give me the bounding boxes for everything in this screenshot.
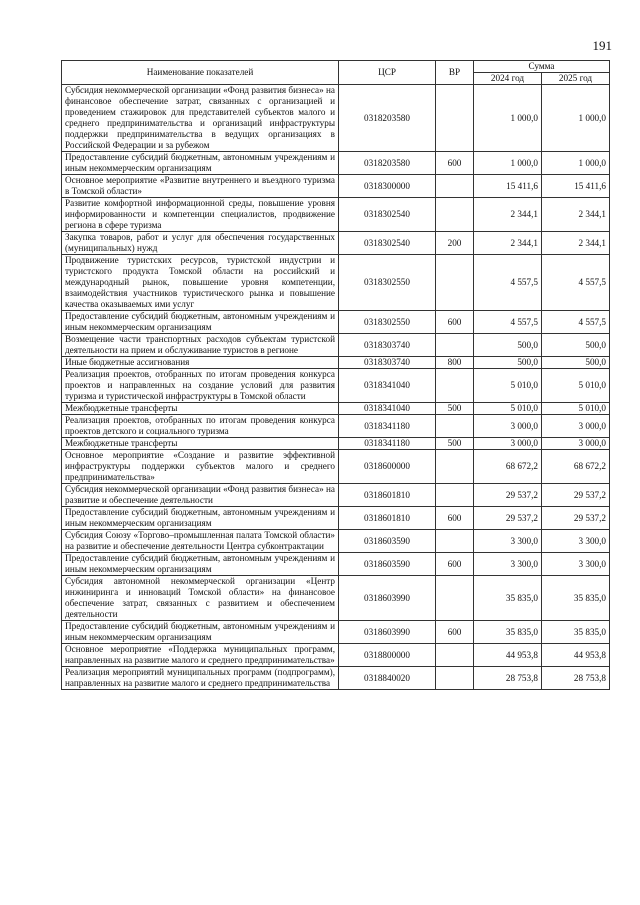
row-name: Основное мероприятие «Создание и развитие эффективной инфраструктуры поддержки субъектов малого и среднего предпринимательства» — [62, 450, 339, 484]
header-year-2024: 2024 год — [474, 73, 542, 85]
row-vr — [436, 369, 474, 403]
row-name: Межбюджетные трансферты — [62, 438, 339, 450]
row-amount-2024: 3 000,0 — [474, 438, 542, 450]
row-name: Иные бюджетные ассигнования — [62, 357, 339, 369]
row-amount-2024: 500,0 — [474, 334, 542, 357]
row-csr: 0318303740 — [339, 334, 436, 357]
row-amount-2025: 35 835,0 — [542, 576, 610, 621]
row-name: Развитие комфортной информационной среды, повышение уровня информированности и компетенции специалистов, продвижение региона в сфере туризма — [62, 198, 339, 232]
row-vr — [436, 576, 474, 621]
page-number: 191 — [592, 38, 612, 53]
table-row — [62, 667, 610, 690]
table-row — [62, 415, 610, 438]
row-amount-2024: 29 537,2 — [474, 484, 542, 507]
row-csr: 0318302550 — [339, 311, 436, 334]
row-amount-2025: 68 672,2 — [542, 450, 610, 484]
row-name: Субсидия некоммерческой организации «Фонд развития бизнеса» на развитие и обеспечение деятельности — [62, 484, 339, 507]
row-csr: 0318302540 — [339, 198, 436, 232]
row-amount-2025: 3 300,0 — [542, 553, 610, 576]
row-amount-2025: 29 537,2 — [542, 484, 610, 507]
row-csr: 0318603590 — [339, 553, 436, 576]
row-vr — [436, 667, 474, 690]
row-csr: 0318603990 — [339, 621, 436, 644]
table-row — [62, 553, 610, 576]
row-vr — [436, 484, 474, 507]
row-csr: 0318603590 — [339, 530, 436, 553]
row-name: Предоставление субсидий бюджетным, автономным учреждениям и иным некоммерческим организациям — [62, 621, 339, 644]
row-amount-2025: 1 000,0 — [542, 85, 610, 152]
row-vr: 600 — [436, 507, 474, 530]
row-vr: 600 — [436, 553, 474, 576]
row-vr — [436, 85, 474, 152]
table-row — [62, 530, 610, 553]
row-name: Предоставление субсидий бюджетным, автономным учреждениям и иным некоммерческим организациям — [62, 311, 339, 334]
row-amount-2025: 5 010,0 — [542, 369, 610, 403]
header-sum: Сумма — [474, 61, 610, 73]
row-csr: 0318800000 — [339, 644, 436, 667]
row-csr: 0318203580 — [339, 85, 436, 152]
table-body — [62, 85, 610, 690]
table-row — [62, 198, 610, 232]
table-row — [62, 576, 610, 621]
row-amount-2025: 3 300,0 — [542, 530, 610, 553]
row-amount-2024: 28 753,8 — [474, 667, 542, 690]
row-name: Предоставление субсидий бюджетным, автономным учреждениям и иным некоммерческим организациям — [62, 553, 339, 576]
row-csr: 0318300000 — [339, 175, 436, 198]
table-row — [62, 255, 610, 311]
table-row — [62, 232, 610, 255]
row-csr: 0318341180 — [339, 438, 436, 450]
row-csr: 0318341180 — [339, 415, 436, 438]
row-vr: 800 — [436, 357, 474, 369]
table-row — [62, 334, 610, 357]
row-name: Возмещение части транспортных расходов субъектам туристской деятельности на прием и обслуживание туристов в регионе — [62, 334, 339, 357]
row-vr: 600 — [436, 621, 474, 644]
row-amount-2025: 3 000,0 — [542, 438, 610, 450]
table-row — [62, 152, 610, 175]
row-amount-2024: 44 953,8 — [474, 644, 542, 667]
table-row — [62, 369, 610, 403]
header-vr: ВР — [436, 61, 474, 85]
table-row — [62, 621, 610, 644]
row-amount-2024: 1 000,0 — [474, 152, 542, 175]
table-row — [62, 438, 610, 450]
row-vr — [436, 450, 474, 484]
row-amount-2024: 3 300,0 — [474, 530, 542, 553]
row-amount-2025: 35 835,0 — [542, 621, 610, 644]
row-name: Реализация проектов, отобранных по итогам проведения конкурса проектов и направленных на создание условий для развития туризма и туристической инфраструктуры в Томской области — [62, 369, 339, 403]
row-name: Межбюджетные трансферты — [62, 403, 339, 415]
table-row — [62, 450, 610, 484]
row-name: Предоставление субсидий бюджетным, автономным учреждениям и иным некоммерческим организациям — [62, 152, 339, 175]
row-name: Закупка товаров, работ и услуг для обеспечения государственных (муниципальных) нужд — [62, 232, 339, 255]
row-vr: 200 — [436, 232, 474, 255]
row-amount-2024: 1 000,0 — [474, 85, 542, 152]
row-amount-2024: 4 557,5 — [474, 311, 542, 334]
row-vr — [436, 530, 474, 553]
row-name: Субсидия автономной некоммерческой организации «Центр инжиниринга и инноваций Томской области» на финансовое обеспечение затрат, связанных с развитием и обеспечением деятельности — [62, 576, 339, 621]
row-csr: 0318203580 — [339, 152, 436, 175]
row-amount-2025: 15 411,6 — [542, 175, 610, 198]
row-name: Реализация проектов, отобранных по итогам проведения конкурса проектов детского и социального туризма — [62, 415, 339, 438]
row-vr: 500 — [436, 403, 474, 415]
row-vr — [436, 198, 474, 232]
row-csr: 0318302550 — [339, 255, 436, 311]
row-vr: 600 — [436, 152, 474, 175]
row-amount-2024: 35 835,0 — [474, 576, 542, 621]
row-amount-2025: 29 537,2 — [542, 507, 610, 530]
row-name: Основное мероприятие «Поддержка муниципальных программ, направленных на развитие малого и среднего предпринимательства» — [62, 644, 339, 667]
row-csr: 0318840020 — [339, 667, 436, 690]
row-amount-2025: 500,0 — [542, 334, 610, 357]
row-amount-2025: 1 000,0 — [542, 152, 610, 175]
table-row — [62, 85, 610, 152]
budget-table — [61, 60, 610, 690]
row-vr — [436, 415, 474, 438]
table-row — [62, 357, 610, 369]
row-csr: 0318600000 — [339, 450, 436, 484]
header-csr: ЦСР — [339, 61, 436, 85]
row-amount-2025: 500,0 — [542, 357, 610, 369]
row-name: Предоставление субсидий бюджетным, автономным учреждениям и иным некоммерческим организациям — [62, 507, 339, 530]
row-vr — [436, 175, 474, 198]
row-name: Субсидия Союзу «Торгово–промышленная палата Томской области» на развитие и обеспечение деятельности Центра субконтрактации — [62, 530, 339, 553]
table-row — [62, 484, 610, 507]
row-amount-2024: 2 344,1 — [474, 198, 542, 232]
row-csr: 0318341040 — [339, 369, 436, 403]
row-amount-2024: 5 010,0 — [474, 403, 542, 415]
row-csr: 0318601810 — [339, 484, 436, 507]
row-vr: 500 — [436, 438, 474, 450]
row-name: Субсидия некоммерческой организации «Фонд развития бизнеса» на финансовое обеспечение затрат, связанных с организацией и проведением стажировок для представителей субъектов малого и среднего предпринимательства и организаций инфраструктуры поддержки предпринимательства в ведущих организациях в Российской Федерации и за рубежом — [62, 85, 339, 152]
row-amount-2025: 4 557,5 — [542, 311, 610, 334]
row-vr — [436, 644, 474, 667]
table-row — [62, 644, 610, 667]
table-row — [62, 175, 610, 198]
row-amount-2025: 44 953,8 — [542, 644, 610, 667]
row-vr — [436, 334, 474, 357]
row-name: Реализация мероприятий муниципальных программ (подпрограмм), направленных на развитие малого и среднего предпринимательства — [62, 667, 339, 690]
row-amount-2024: 68 672,2 — [474, 450, 542, 484]
row-csr: 0318341040 — [339, 403, 436, 415]
row-amount-2024: 5 010,0 — [474, 369, 542, 403]
row-amount-2025: 4 557,5 — [542, 255, 610, 311]
row-amount-2025: 3 000,0 — [542, 415, 610, 438]
table-row — [62, 507, 610, 530]
row-amount-2024: 3 300,0 — [474, 553, 542, 576]
row-csr: 0318603990 — [339, 576, 436, 621]
row-amount-2024: 4 557,5 — [474, 255, 542, 311]
row-amount-2024: 35 835,0 — [474, 621, 542, 644]
row-name: Продвижение туристских ресурсов, туристской индустрии и туристского продукта Томской области на российский и международный рынок, повышение уровня компетенции, взаимодействия участников туристического рынка и повышение качества оказываемых ими услуг — [62, 255, 339, 311]
row-amount-2024: 29 537,2 — [474, 507, 542, 530]
row-amount-2024: 3 000,0 — [474, 415, 542, 438]
row-amount-2025: 2 344,1 — [542, 198, 610, 232]
row-amount-2025: 28 753,8 — [542, 667, 610, 690]
row-vr — [436, 255, 474, 311]
row-vr: 600 — [436, 311, 474, 334]
row-amount-2024: 15 411,6 — [474, 175, 542, 198]
table-row — [62, 403, 610, 415]
table-row — [62, 311, 610, 334]
header-year-2025: 2025 год — [542, 73, 610, 85]
row-amount-2025: 5 010,0 — [542, 403, 610, 415]
row-csr: 0318302540 — [339, 232, 436, 255]
row-name: Основное мероприятие «Развитие внутреннего и въездного туризма в Томской области» — [62, 175, 339, 198]
row-csr: 0318303740 — [339, 357, 436, 369]
row-csr: 0318601810 — [339, 507, 436, 530]
row-amount-2024: 2 344,1 — [474, 232, 542, 255]
row-amount-2025: 2 344,1 — [542, 232, 610, 255]
header-name: Наименование показателей — [62, 61, 339, 85]
row-amount-2024: 500,0 — [474, 357, 542, 369]
